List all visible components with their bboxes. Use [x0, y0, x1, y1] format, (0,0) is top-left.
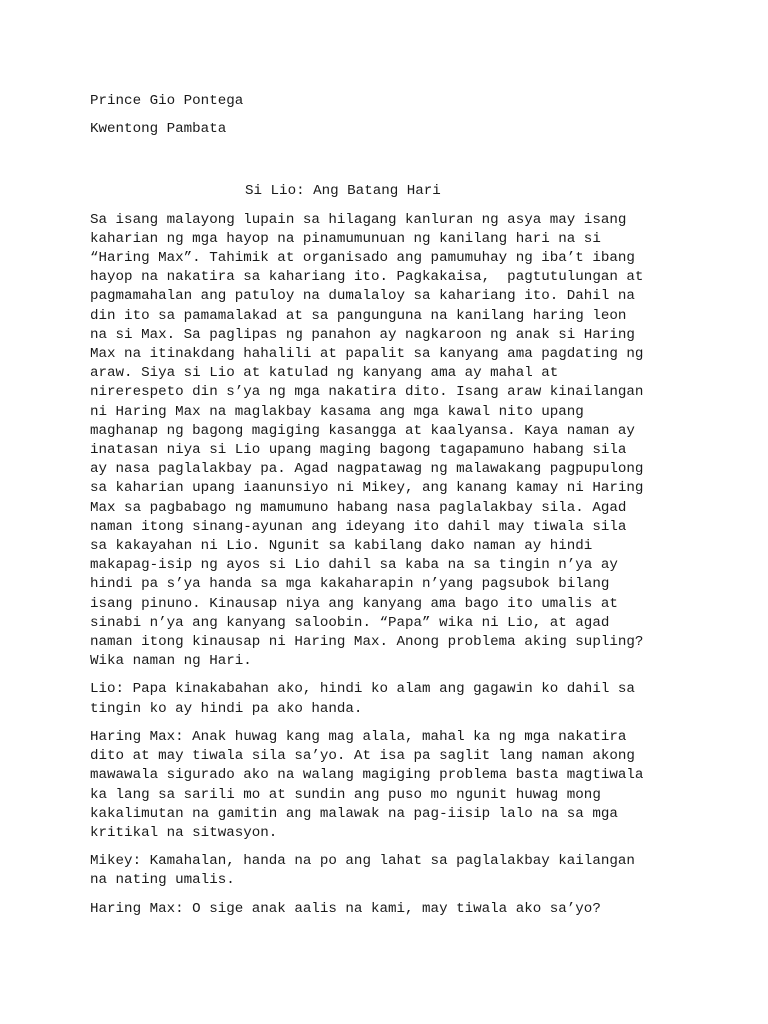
paragraph-line: Wika naman ng Hari.	[90, 653, 252, 670]
paragraph-line: hindi pa s’ya handa sa mga kakaharapin n’yang pagsubok bilang	[90, 576, 610, 593]
paragraph-line: na nating umalis.	[90, 872, 235, 889]
paragraph-line: Lio: Papa kinakabahan ako, hindi ko alam ang gagawin ko dahil sa	[90, 681, 635, 698]
paragraph-line: kritikal na sitwasyon.	[90, 824, 278, 841]
paragraph-line: sinabi n’ya ang kanyang saloobin. “Papa” wika ni Lio, at agad	[90, 614, 610, 631]
paragraph-line: sa kaharian upang iaanunsiyo ni Mikey, ang kanang kamay ni Haring	[90, 480, 644, 497]
paragraph-line: Haring Max: O sige anak aalis na kami, may tiwala ako sa’yo?	[90, 900, 601, 917]
story-paragraphs	[90, 211, 690, 919]
paragraph-line: Max na itinakdang hahalili at papalit sa kanyang ama pagdating ng	[90, 346, 644, 363]
paragraph-line: Sa isang malayong lupain sa hilagang kanluran ng asya may isang	[90, 211, 627, 228]
paragraph-line: ay nasa paglalakbay pa. Agad nagpatawag ng malawakang pagpupulong	[90, 461, 644, 478]
story-paragraph	[90, 680, 690, 718]
story-title: Si Lio: Ang Batang Hari	[245, 183, 441, 200]
paragraph-line: Haring Max: Anak huwag kang mag alala, mahal ka ng mga nakatira	[90, 728, 627, 745]
paragraph-line: sa kakayahan ni Lio. Ngunit sa kabilang dako naman ay hindi	[90, 538, 593, 555]
paragraph-line: Max sa pagbabago ng mamumuno habang nasa paglalakbay sila. Agad	[90, 499, 627, 516]
paragraph-line: pagmamahalan ang patuloy na dumalaloy sa kahariang ito. Dahil na	[90, 288, 635, 305]
paragraph-line: inatasan niya si Lio upang maging bagong tagapamuno habang sila	[90, 442, 627, 459]
story-paragraph	[90, 728, 690, 843]
paragraph-line: makapag-isip ng ayos si Lio dahil sa kaba na sa tingin n’ya ay	[90, 557, 618, 574]
story-paragraph	[90, 211, 690, 672]
author-name: Prince Gio Pontega	[90, 93, 244, 109]
paragraph-line: naman itong kinausap ni Haring Max. Anong problema aking supling?	[90, 634, 644, 651]
paragraph-line: dito at may tiwala sila sa’yo. At isa pa saglit lang naman akong	[90, 748, 635, 765]
story-paragraph	[90, 900, 690, 919]
document-category: Kwentong Pambata	[90, 121, 227, 138]
paragraph-line: ni Haring Max na maglakbay kasama ang mga kawal nito upang	[90, 403, 584, 420]
paragraph-line: “Haring Max”. Tahimik at organisado ang pamumuhay ng iba’t ibang	[90, 250, 635, 267]
paragraph-line: kaharian ng mga hayop na pinamumunuan ng kanilang hari na si	[90, 230, 601, 247]
paragraph-line: na si Max. Sa paglipas ng panahon ay nagkaroon ng anak si Haring	[90, 326, 635, 343]
paragraph-line: Mikey: Kamahalan, handa na po ang lahat sa paglalakbay kailangan	[90, 853, 635, 870]
paragraph-line: kakalimutan na gamitin ang malawak na pag-iisip lalo na sa mga	[90, 805, 618, 822]
paragraph-line: nirerespeto din s’ya ng mga nakatira dito. Isang araw kinailangan	[90, 384, 644, 401]
paragraph-line: din ito sa pamamalakad at sa pangunguna na kanilang haring leon	[90, 307, 627, 324]
paragraph-line: isang pinuno. Kinausap niya ang kanyang ama bago ito umalis at	[90, 595, 618, 612]
paragraph-line: mawawala sigurado ako na walang magiging problema basta magtiwala	[90, 767, 644, 784]
paragraph-line: naman itong sinang-ayunan ang ideyang ito dahil may tiwala sila	[90, 518, 627, 535]
paragraph-line: araw. Siya si Lio at katulad ng kanyang ama ay mahal at	[90, 365, 559, 382]
paragraph-line: ka lang sa sarili mo at sundin ang puso mo ngunit huwag mong	[90, 786, 601, 803]
paragraph-line: tingin ko ay hindi pa ako handa.	[90, 700, 363, 717]
paragraph-line: maghanap ng bagong magiging kasangga at kaalyansa. Kaya naman ay	[90, 422, 635, 439]
document-body	[90, 92, 690, 919]
paragraph-line: hayop na nakatira sa kahariang ito. Pagkakaisa, pagtutulungan at	[90, 269, 644, 286]
story-paragraph	[90, 852, 690, 890]
